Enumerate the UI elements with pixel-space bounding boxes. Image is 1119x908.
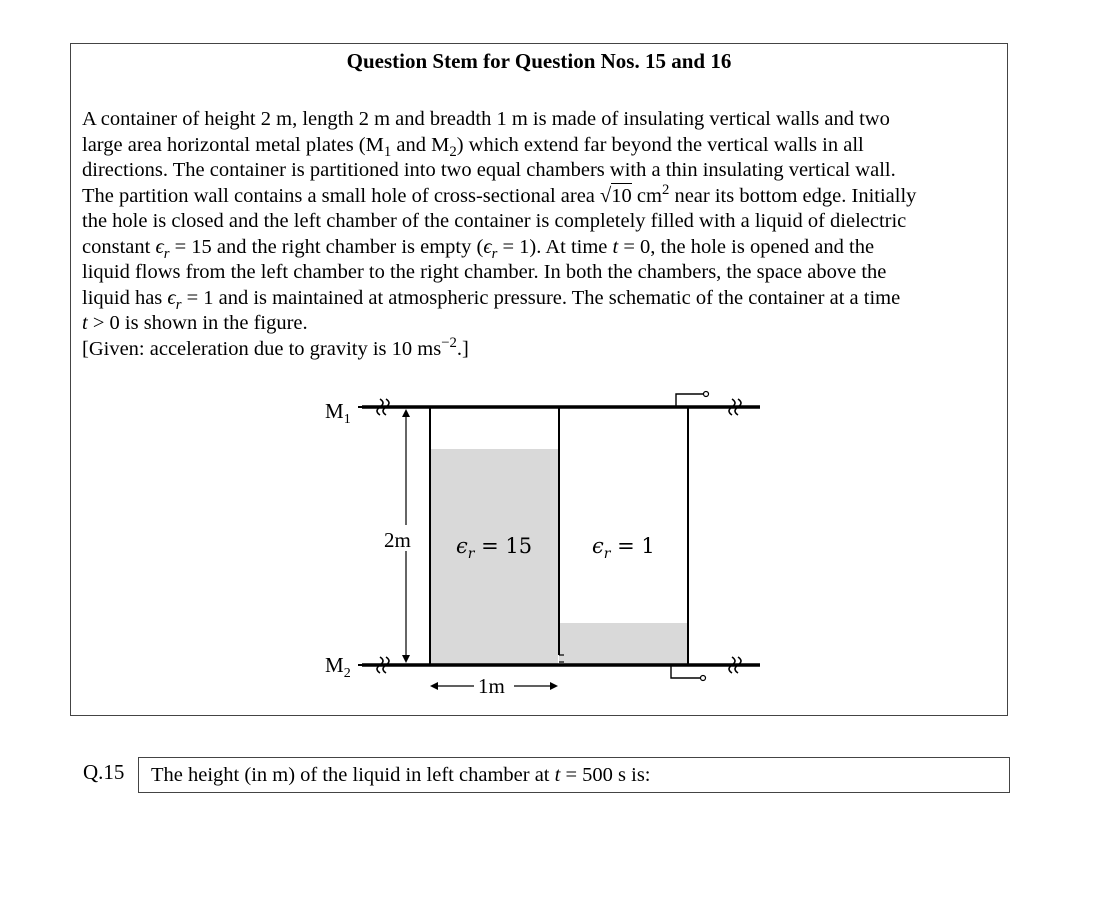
stem-text: liquid flows from the left chamber to the right chamber. In both the chambers, the space above the xyxy=(82,261,887,283)
stem-text: large area horizontal metal plates (M xyxy=(82,133,384,156)
question-number: Q.15 xyxy=(83,760,125,784)
stem-text: directions. The container is partitioned into two equal chambers with a thin insulating vertical wall. xyxy=(82,159,896,181)
stem-text: = 1 and is maintained at atmospheric pressure. The schematic of the container at a time xyxy=(181,286,901,309)
stem-text: The partition wall contains a small hole of cross-sectional area xyxy=(82,184,601,207)
height-arrow-bottom xyxy=(402,655,410,663)
stem-line-10 xyxy=(82,334,1002,363)
subscript: 2 xyxy=(449,143,457,160)
right-chamber-label: $\epsilon_r = 1$ xyxy=(592,534,655,562)
stem-text: near its bottom edge. Initially xyxy=(669,184,917,207)
stem-line-8 xyxy=(82,286,1002,312)
stem-text: the hole is closed and the left chamber of the container is completely filled with a liquid of dielectric xyxy=(82,210,907,232)
bottom-terminal-lead xyxy=(671,665,700,678)
stem-text: > 0 is shown in the figure. xyxy=(87,312,308,334)
top-terminal-lead xyxy=(676,394,703,407)
stem-line-9 xyxy=(82,311,1002,337)
stem-title: Question Stem for Question Nos. 15 and 16 xyxy=(346,49,732,73)
epsilon-symbol: ϵ xyxy=(167,286,176,309)
stem-text: constant xyxy=(82,235,156,258)
stem-text: = 15 and the right chamber is empty ( xyxy=(169,235,484,258)
stem-line-2 xyxy=(82,133,1002,159)
superscript: −2 xyxy=(441,334,457,351)
width-arrow-right xyxy=(550,682,558,690)
epsilon-symbol: ϵ xyxy=(483,235,492,258)
left-chamber-label: $\epsilon_r = 15$ xyxy=(456,534,533,562)
question-text: The height (in m) of the liquid in left chamber at xyxy=(151,764,555,786)
plate-m2-label: $M_2$ xyxy=(325,653,351,681)
stem-line-6 xyxy=(82,235,1002,261)
superscript: 2 xyxy=(661,181,670,198)
stem-line-1 xyxy=(82,107,1002,133)
sqrt-value: 10 xyxy=(611,184,632,207)
time-variable: t xyxy=(82,312,88,334)
right-chamber-liquid xyxy=(559,623,688,665)
time-variable: t xyxy=(612,235,619,258)
container-figure xyxy=(310,385,770,705)
stem-text: cm xyxy=(631,184,662,207)
stem-paragraph xyxy=(82,107,1002,362)
plate-m1-label: $M_1$ xyxy=(325,399,351,427)
stem-line-4: The partition wall contains a small hole of cross-sectional area √10 $cm^2$ near its bottom edge. Initially xyxy=(82,181,917,207)
time-variable: t xyxy=(554,764,561,786)
epsilon-symbol: ϵ xyxy=(155,235,164,258)
stem-line-3 xyxy=(82,158,1002,184)
subscript: r xyxy=(491,245,498,262)
stem-text: .] xyxy=(456,337,469,360)
stem-text: liquid has xyxy=(82,286,168,309)
stem-text: and M xyxy=(391,133,450,156)
top-terminal-icon xyxy=(704,392,709,397)
stem-text: [Given: acceleration due to gravity is 10 ms xyxy=(82,337,442,360)
question-text-end: = 500 s is: xyxy=(560,764,651,786)
bottom-terminal-icon xyxy=(701,676,706,681)
stem-line-5 xyxy=(82,209,1002,235)
stem-text: ) which extend far beyond the vertical walls in all xyxy=(456,133,864,156)
stem-text: = 0, the hole is opened and the xyxy=(618,235,875,258)
stem-text: A container of height 2 m, length 2 m and breadth 1 m is made of insulating vertical walls and two xyxy=(82,108,890,130)
stem-line-7 xyxy=(82,260,1002,286)
subscript: 1 xyxy=(383,143,392,160)
height-arrow-top xyxy=(402,409,410,417)
subscript: r xyxy=(175,296,182,313)
stem-text: = 1). At time xyxy=(497,235,613,258)
width-arrow-left xyxy=(430,682,438,690)
height-label: 2m xyxy=(384,528,411,552)
subscript: r xyxy=(163,245,170,262)
width-label: 1m xyxy=(478,674,505,698)
question-text-box xyxy=(138,757,1010,793)
